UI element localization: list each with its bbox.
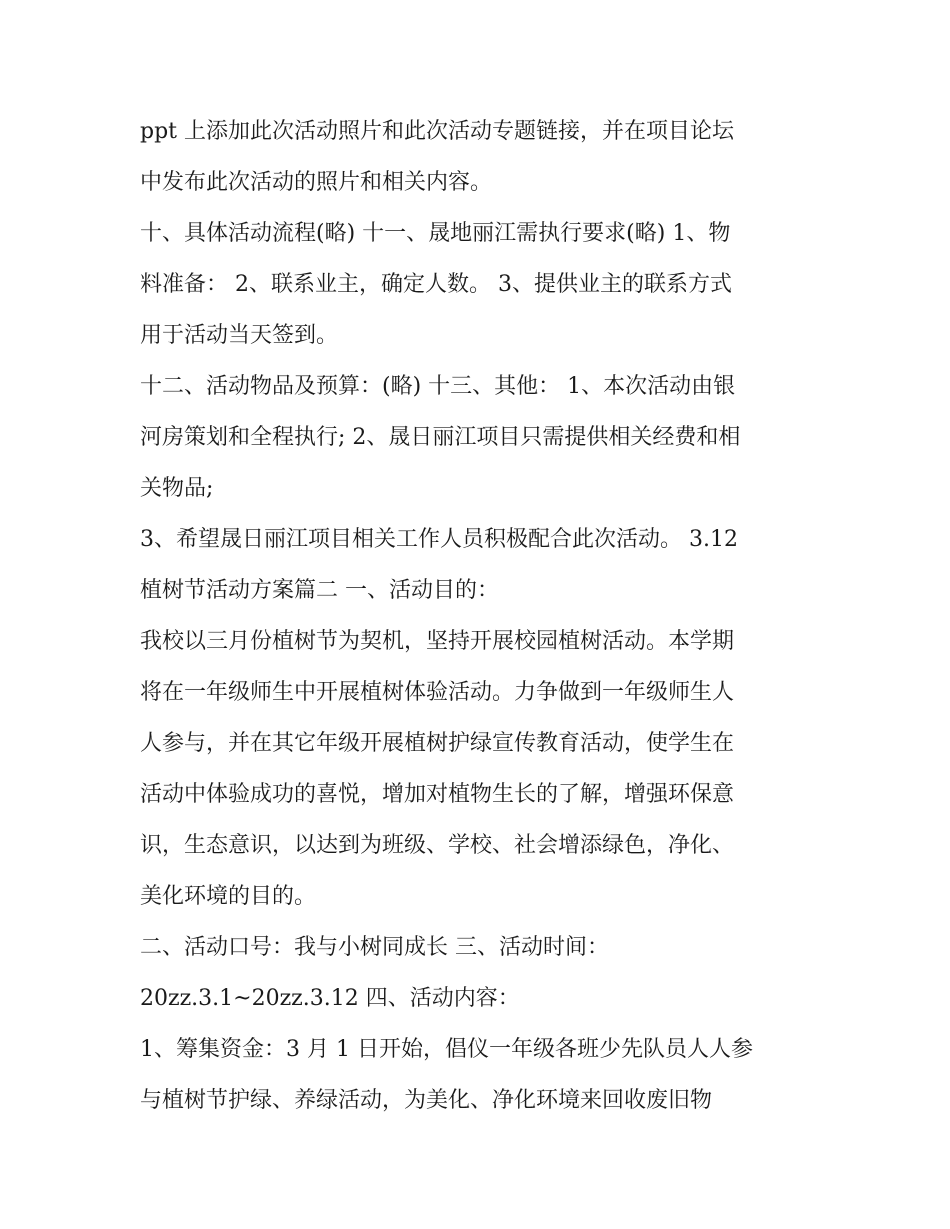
text-line-16: 美化环境的目的。 [140,884,317,909]
text-line-6: 十二、活动物品及预算：(略) 十三、其他： 1、本次活动由银 [140,374,736,399]
text-line-20: 与植树节护绿、养绿活动，为美化、净化环境来回收废旧物 [140,1088,713,1113]
text-line-17: 二、活动口号：我与小树同成长 三、活动时间： [140,935,609,960]
text-line-9: 3、希望晟日丽江项目相关工作人员积极配合此次活动。 3.12 [140,527,738,552]
text-line-3: 十、具体活动流程(略) 十一、晟地丽江需执行要求(略) 1、物 [140,221,731,246]
text-line-1: ppt 上添加此次活动照片和此次活动专题链接，并在项目论坛 [140,119,735,144]
text-line-8: 关物品; [140,476,214,501]
text-line-5: 用于活动当天签到。 [140,323,339,348]
text-line-11: 我校以三月份植树节为契机，坚持开展校园植树活动。本学期 [140,629,735,654]
text-line-15: 识，生态意识，以达到为班级、学校、社会增添绿色，净化、 [140,833,735,858]
text-line-12: 将在一年级师生中开展植树体验活动。力争做到一年级师生人 [140,680,735,705]
text-line-19: 1、筹集资金：3 月 1 日开始，倡仪一年级各班少先队员人人参 [140,1037,753,1062]
text-line-13: 人参与，并在其它年级开展植树护绿宣传教育活动，使学生在 [140,731,735,756]
document-body [140,106,820,1126]
text-line-14: 活动中体验成功的喜悦，增加对植物生长的了解，增强环保意 [140,782,735,807]
text-line-4: 料准备： 2、联系业主，确定人数。 3、提供业主的联系方式 [140,272,732,297]
text-line-2: 中发布此次活动的照片和相关内容。 [140,170,493,195]
text-line-18: 20zz.3.1~20zz.3.12 四、活动内容： [140,986,520,1011]
text-line-10: 植树节活动方案篇二 一、活动目的： [140,578,499,603]
text-line-7: 河房策划和全程执行; 2、晟日丽江项目只需提供相关经费和相 [140,425,741,450]
